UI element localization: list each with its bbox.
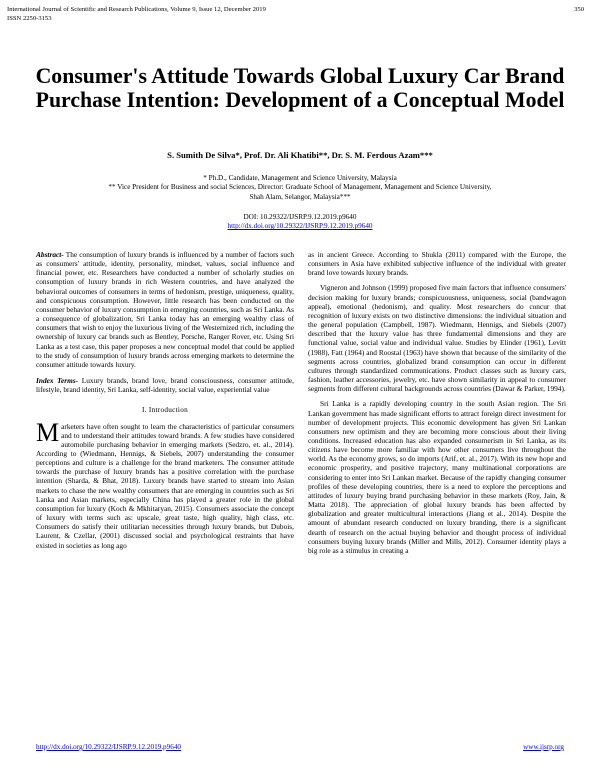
right-paragraph-3: Sri Lanka is a rapidly developing country in the south Asian region. The Sri Lankan government has made significant efforts to attract foreign direct investment for number of development projects. This economic development has given Sri Lankan consumers new optimism and they are becoming more conscious about their living conditions. Increased education has also expanded consumerism in Sri Lanka, as its citizens have become more familiar with how other consumers live throughout the world. As the economy grows, so do imports (Arif, et. al., 2017). With its new hope and economic prosperity, and positive trajectory, many multinational corporations are considering to enter into Sri Lankan market. Because of the rapidly changing consumer profiles of these developing countries, there is a need to explore the perceptions and attitudes of luxury buying brand purchasing behavior in these markets (Roy, Jain, & Matta 2018). The appreciation of global luxury brands has been affected by globalization and greater multicultural interactions (Jiang et al., 2014). Despite the amount of abundant research conducted on luxury branding, there is a significant dearth of research on the actual buying behavior and thought process of individual consumers buying luxury brands (Miller and Mills, 2012). Consumer identity plays a big role as a stimulus in creating a xyxy=(308,399,566,555)
affiliation-1: * Ph.D., Candidate, Management and Science University, Malaysia xyxy=(203,174,397,182)
affiliation-2: ** Vice President for Business and social Sciences, Director: Graduate School of Management, Management and Science University, xyxy=(108,183,492,192)
footer-doi xyxy=(36,743,181,751)
index-terms-label: Index Terms xyxy=(36,376,76,386)
drop-cap: M xyxy=(36,417,60,447)
index-terms xyxy=(36,376,294,394)
introduction-text: arketers have often sought to learn the characteristics of particular consumers and to understand their attitudes toward brands. A few studies have considered automobile purchasing behavior in emerging markets (Sedzro, et. al., 2014). According to (Wiedmann, Hennigs, & Siebels, 2007) understanding the consumer perceptions and culture is a challenge for the brand marketers. The consumer attitude towards the purchase of luxury brands has a positive correlation with the purchase intention (Sharda, & Bhat, 2018). Luxury brands have started to stream into Asian markets to chase the new wealthy consumers that are emerging in countries such as Sri Lanka and Asian markets, especially China has played a greater role in the global consumption for luxury (Koch & Mkhitaryan, 2015). Consumers associate the concept of luxury with terms such as: upscale, great taste, high quality, high class, etc. Consumers do satisfy their utilitarian necessities through luxury brands, but Dubois, Laurent, & Czellar, (2001) discussed social and psychological restraints that have existed in societies as long ago xyxy=(36,421,294,550)
index-terms-text: - Luxury brands, brand love, brand consciousness, consumer attitude, lifestyle, brand identity, Sri Lanka, self-identity, social value, experiential value xyxy=(36,376,294,395)
abstract xyxy=(36,250,294,369)
affiliations xyxy=(40,174,560,202)
doi-link[interactable]: http://dx.doi.org/10.29322/IJSRP.9.12.2019.p9640 xyxy=(227,222,373,231)
right-paragraph-1: as in ancient Greece. According to Shukla (2011) compared with the Europe, the consumers in Asia have exhibited subjective influence of the individual with greater brand love towards luxury brands. xyxy=(308,250,566,278)
abstract-text: The consumption of luxury brands is influenced by a number of factors such as consumers' attitude, identity, personality, mindset, values, social influence and financial power, etc. Researchers have conducted a number of scholarly studies on consumption of luxury brands in rich Western countries, and have analyzed the behavioral outcomes of consumers in terms of hedonism, prestige, uniqueness, quality, and conspicuous consumption. However, little research has been conducted on the consumer behavior of luxury consumption in emerging countries, such as Sri Lanka. As a consequence of globalization, Sri Lanka today has an emerging wealthy class of consumers that wish to enjoy the luxurious living of the Westernized rich, including the ownership of luxury car brands such as Bentley, Porsche, Ranger Rover, etc. Using Sri Lanka as a test case, this paper proposes a new conceptual model that could be applied to the study of consumption of luxury brands across emerging markets to determine the consumer attitude towards luxury. xyxy=(36,250,294,369)
footer-site xyxy=(523,743,564,751)
doi-text: DOI: 10.29322/IJSRP.9.12.2019.p9640 xyxy=(243,213,357,221)
affiliation-3: Shah Alam, Selangor, Malaysia*** xyxy=(249,192,351,201)
footer-site-link[interactable]: www.ijsrp.org xyxy=(523,743,564,751)
issn: ISSN 2250-3153 xyxy=(7,14,52,22)
introduction-paragraph xyxy=(36,417,294,550)
journal-header xyxy=(7,6,266,23)
footer-doi-link[interactable]: http://dx.doi.org/10.29322/IJSRP.9.12.2019.p9640 xyxy=(36,743,182,751)
doi-block xyxy=(40,213,560,232)
section-heading-introduction: I. Introduction xyxy=(141,406,189,415)
right-column xyxy=(308,250,566,555)
author-list: S. Sumith De Silva*, Prof. Dr. Ali Khatibi**, Dr. S. M. Ferdous Azam*** xyxy=(167,150,433,160)
paper-title: Consumer's Attitude Towards Global Luxury Car Brand Purchase Intention: Development of a Conceptual Model xyxy=(35,64,565,112)
left-column xyxy=(36,250,294,550)
right-paragraph-2: Vigneron and Johnson (1999) proposed five main factors that influence consumers' decision making for luxury brands; conspicuousness, uniqueness, social (bandwagon appeal), emotional (hedonism), and quality. Most researchers do concur that recognition of luxury exists on two distinctive dimensions: the individual situation and the general population (Campbell, 1987). Wiedmann, Hennigs, and Siebels (2007) described that the luxury value has three fundamental dimensions and they are functional value, social value and individual value. Studies by Elinder (1961), Levitt (1988), Fatt (1964) and Roostal (1963) have shown that because of the similarity of the segments across countries, globalized brand consumption can occur in different cultures through standardized communications. Product classes such as luxury cars, fashion, leather accessories, jewelry, etc. have shown similarity in appeal to consumer segments from different cultural backgrounds across countries (Dawar & Parker, 1994). xyxy=(308,283,566,394)
page-number: 350 xyxy=(574,6,584,13)
journal-line: International Journal of Scientific and Research Publications, Volume 9, Issue 12, December 2019 xyxy=(7,6,266,13)
abstract-label: Abstract- xyxy=(36,250,64,259)
